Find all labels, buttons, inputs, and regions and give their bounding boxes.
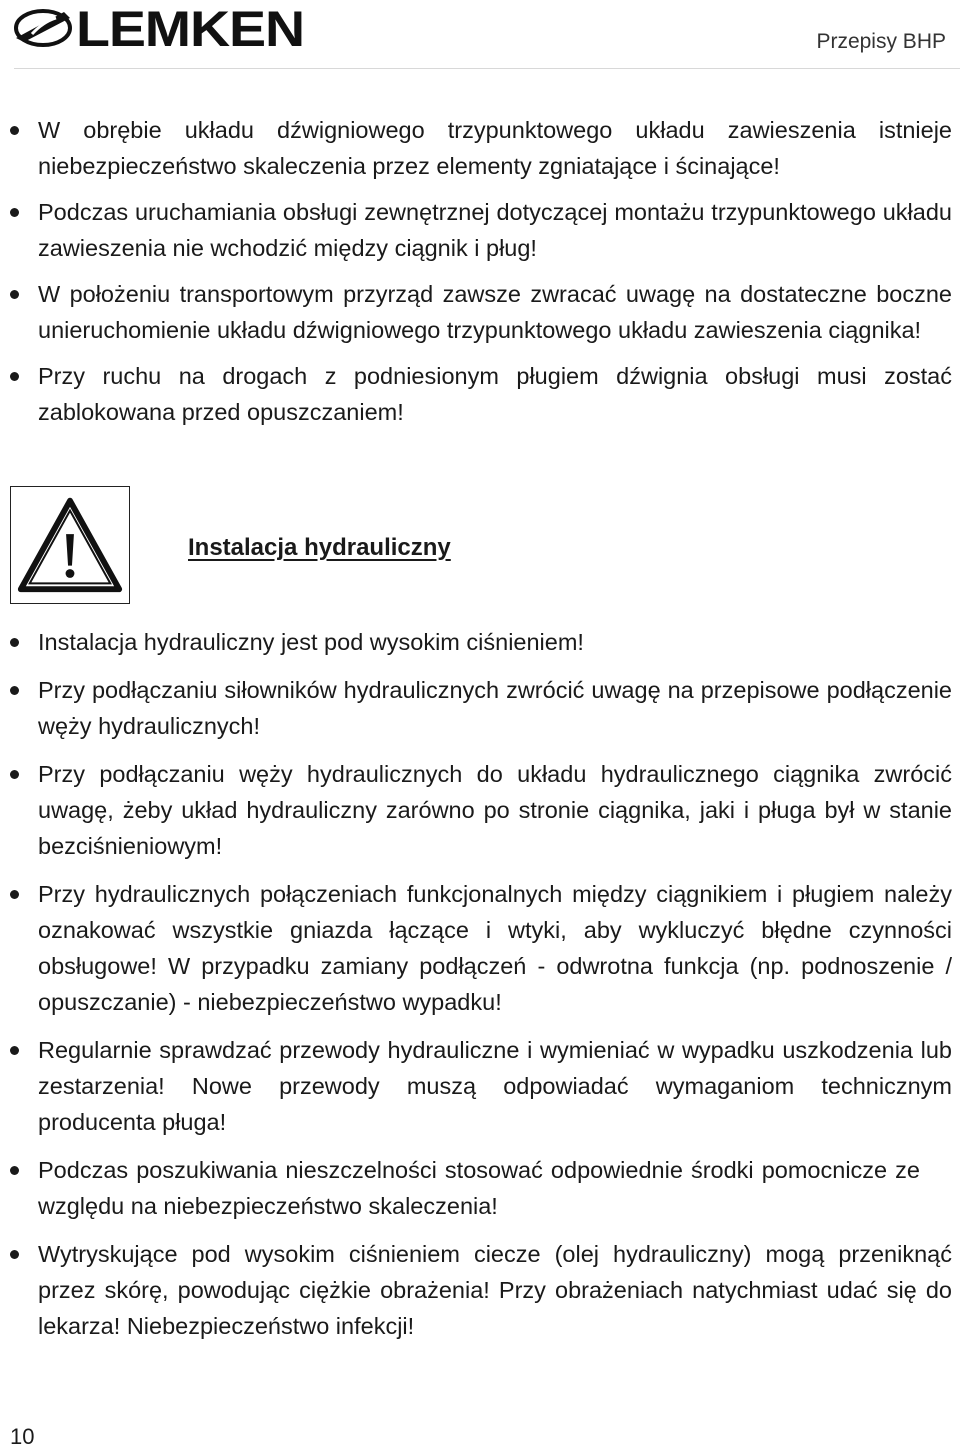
lemken-logo xyxy=(12,2,306,54)
list-item-text: W obrębie układu dźwigniowego trzypunktowego układu zawieszenia istnieje niebezpieczeństwo skaleczenia przez elementy zgniatające i ścinające! xyxy=(38,117,952,179)
list-item xyxy=(0,112,960,184)
list-item-text: Podczas uruchamiania obsługi zewnętrznej dotyczącej montażu trzypunktowego układu zawieszenia nie wchodzić między ciągnik i pług! xyxy=(38,199,952,261)
list-item-text: Instalacja hydrauliczny jest pod wysokim ciśnieniem! xyxy=(38,629,584,655)
list-item-text: Wytryskujące pod wysokim ciśnieniem ciecze (olej hydrauliczny) mogą przeniknąć przez skórę, powodując ciężkie obrażenia! Przy obrażeniach natychmiast udać się do lekarza! Niebezpieczeństwo infekcji! xyxy=(38,1241,952,1339)
bullet-icon xyxy=(10,890,19,899)
list-item xyxy=(0,624,960,660)
intro-bullet-list xyxy=(0,112,960,430)
bullet-icon xyxy=(10,1046,19,1055)
bullet-icon xyxy=(10,372,19,381)
list-item xyxy=(0,876,960,1020)
bullet-icon xyxy=(10,126,19,135)
list-item xyxy=(0,1236,960,1344)
list-item-text: Regularnie sprawdzać przewody hydrauliczne i wymieniać w wypadku uszkodzenia lub zestarzenia! Nowe przewody muszą odpowiadać wymaganiom technicznym producenta pługa! xyxy=(38,1037,952,1135)
list-item-text: Przy podłączaniu węży hydraulicznych do układu hydraulicznego ciągnika zwrócić uwagę, żeby układ hydrauliczny zarówno po stronie ciągnika, jaki i pługa był w stanie bezciśnieniowym! xyxy=(38,761,952,859)
bullet-icon xyxy=(10,1250,19,1259)
bullet-icon xyxy=(10,1166,19,1175)
list-item-text: Podczas poszukiwania nieszczelności stosować odpowiednie środki pomocnicze ze względu na niebezpieczeństwo skaleczenia! xyxy=(38,1157,920,1219)
bullet-icon xyxy=(10,208,19,217)
list-item xyxy=(0,194,960,266)
warning-triangle-icon xyxy=(10,486,130,604)
list-item-text: Przy ruchu na drogach z podniesionym pługiem dźwignia obsługi musi zostać zablokowana przed opuszczaniem! xyxy=(38,363,952,425)
list-item xyxy=(0,756,960,864)
lemken-wordmark xyxy=(76,4,306,52)
section-header-title: Przepisy BHP xyxy=(816,30,946,53)
section-title: Instalacja hydrauliczny xyxy=(188,534,451,561)
bullet-icon xyxy=(10,770,19,779)
page-content xyxy=(0,112,960,1356)
list-item-text: Przy hydraulicznych połączeniach funkcjonalnych między ciągnikiem i pługiem należy oznakować wszystkie gniazda łączące i wtyki, aby wykluczyć błędne czynności obsługowe! W przypadku zamiany podłączeń - odwrotna funkcja (np. podnoszenie / opuszczanie) - niebezpieczeństwo wypadku! xyxy=(38,881,952,1015)
list-item-text: W położeniu transportowym przyrząd zawsze zwracać uwagę na dostateczne boczne unieruchomienie układu dźwigniowego trzypunktowego układu zawieszenia ciągnika! xyxy=(38,281,952,343)
list-item xyxy=(0,276,960,348)
list-item xyxy=(0,358,960,430)
page-number: 10 xyxy=(10,1424,35,1449)
list-item-text: Przy podłączaniu siłowników hydraulicznych zwrócić uwagę na przepisowe podłączenie węży hydraulicznych! xyxy=(38,677,952,739)
list-item xyxy=(0,672,960,744)
hydraulic-bullet-list xyxy=(0,624,960,1344)
svg-text:LEMKEN: LEMKEN xyxy=(76,4,304,52)
list-item xyxy=(0,1152,960,1224)
header-divider xyxy=(14,68,960,69)
page-header xyxy=(0,0,960,72)
lemken-plough-mark-icon xyxy=(12,4,74,52)
bullet-icon xyxy=(10,290,19,299)
list-item xyxy=(0,1032,960,1140)
hydraulic-section-header xyxy=(0,486,960,624)
bullet-icon xyxy=(10,686,19,695)
bullet-icon xyxy=(10,638,19,647)
